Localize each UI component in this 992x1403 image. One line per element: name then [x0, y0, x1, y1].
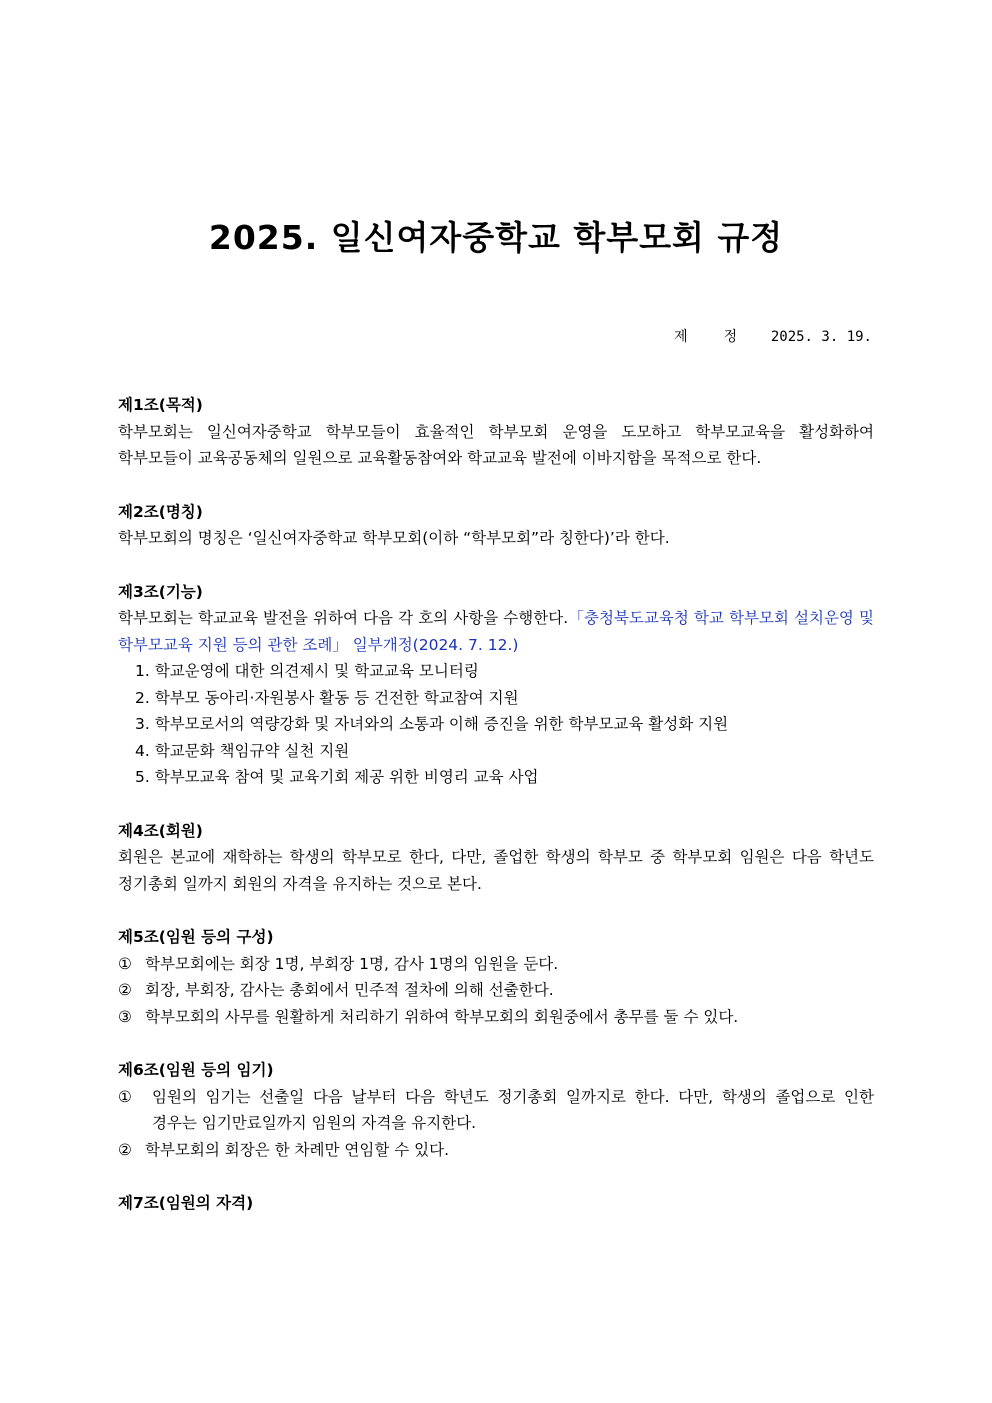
- clause-list: [118, 951, 874, 1031]
- article-heading: 제4조(회원): [118, 821, 203, 840]
- list-item: 4. 학교문화 책임규약 실천 지원: [135, 741, 350, 760]
- clause-number: ①: [118, 954, 132, 973]
- article-2: [118, 499, 874, 552]
- ordinance-reference-link[interactable]: 「충청북도교육청 학교 학부모회 설치운영 및 학부모교육 지원 등의 관한 조례」 일부개정(2024. 7. 12.): [118, 609, 874, 654]
- function-list: [118, 658, 874, 791]
- clause-item: [118, 1084, 874, 1137]
- article-7: [118, 1190, 874, 1217]
- article-3: [118, 579, 874, 791]
- clause-text: 학부모회의 회장은 한 차례만 연임할 수 있다.: [145, 1140, 450, 1159]
- clause-number: ②: [118, 981, 132, 999]
- enactment-date: 2025. 3. 19.: [770, 329, 872, 345]
- article-text: 학부모회의 명칭은 ‘일신여자중학교 학부모회(이하 “학부모회”라 칭한다)’라 한다.: [118, 529, 670, 547]
- article-heading: 제6조(임원 등의 임기): [118, 1061, 274, 1079]
- article-heading: 제5조(임원 등의 구성): [118, 928, 274, 946]
- article-text-main: 학부모회는 학교교육 발전을 위하여 다음 각 호의 사항을 수행한다.: [118, 609, 569, 627]
- article-heading: 제3조(기능): [118, 582, 203, 601]
- list-item: 1. 학교운영에 대한 의견제시 및 학교교육 모니터링: [135, 662, 479, 680]
- article-text: 학부모회는 일신여자중학교 학부모들이 효율적인 학부모회 운영을 도모하고 학부모교육을 활성화하여 학부모들이 교육공동체의 일원으로 교육활동참여와 학교교육 발전에 이바지함을 목적으로 한다.: [118, 422, 874, 467]
- clause-item: [118, 951, 874, 978]
- article-heading: 제1조(목적): [118, 396, 203, 414]
- article-text: 회원은 본교에 재학하는 학생의 학부모로 한다, 다만, 졸업한 학생의 학부모 중 학부모회 임원은 다음 학년도 정기총회 일까지 회원의 자격을 유지하는 것으로 본다.: [118, 848, 874, 893]
- article-6: [118, 1057, 874, 1163]
- article-5: [118, 924, 874, 1030]
- clause-item: [118, 977, 874, 1004]
- clause-item: [118, 1004, 874, 1031]
- clause-list: [118, 1084, 874, 1164]
- clause-number: ①: [118, 1087, 132, 1106]
- clause-text: 회장, 부회장, 감사는 총회에서 민주적 절차에 의해 선출한다.: [145, 981, 554, 999]
- article-1: [118, 392, 874, 472]
- article-heading: 제2조(명칭): [118, 502, 203, 521]
- article-text: [118, 605, 874, 658]
- enactment-date-line: [674, 326, 872, 346]
- list-item: 2. 학부모 동아리·자원봉사 활동 등 건전한 학교참여 지원: [135, 688, 519, 707]
- list-item: 3. 학부모로서의 역량강화 및 자녀와의 소통과 이해 증진을 위한 학부모교육 활성화 지원: [135, 715, 729, 733]
- document-title: 2025. 일신여자중학교 학부모회 규정: [208, 218, 784, 257]
- clause-text: 학부모회의 사무를 원활하게 처리하기 위하여 학부모회의 회원중에서 총무를 둘 수 있다.: [145, 1007, 739, 1026]
- article-heading: 제7조(임원의 자격): [118, 1194, 254, 1212]
- clause-text: 임원의 임기는 선출일 다음 날부터 다음 학년도 정기총회 일까지로 한다. 다만, 학생의 졸업으로 인한 경우는 임기만료일까지 임원의 자격을 유지한다.: [152, 1087, 874, 1132]
- article-4: [118, 818, 874, 898]
- list-item: 5. 학부모교육 참여 및 교육기회 제공 위한 비영리 교육 사업: [135, 768, 539, 786]
- clause-item: [118, 1137, 874, 1164]
- clause-text: 학부모회에는 회장 1명, 부회장 1명, 감사 1명의 임원을 둔다.: [145, 954, 559, 973]
- clause-number: ③: [118, 1007, 132, 1026]
- enactment-label-char1: 제: [674, 329, 688, 345]
- regulation-body: [118, 392, 874, 1244]
- enactment-label-char2: 정: [723, 329, 738, 345]
- clause-number: ②: [118, 1140, 132, 1159]
